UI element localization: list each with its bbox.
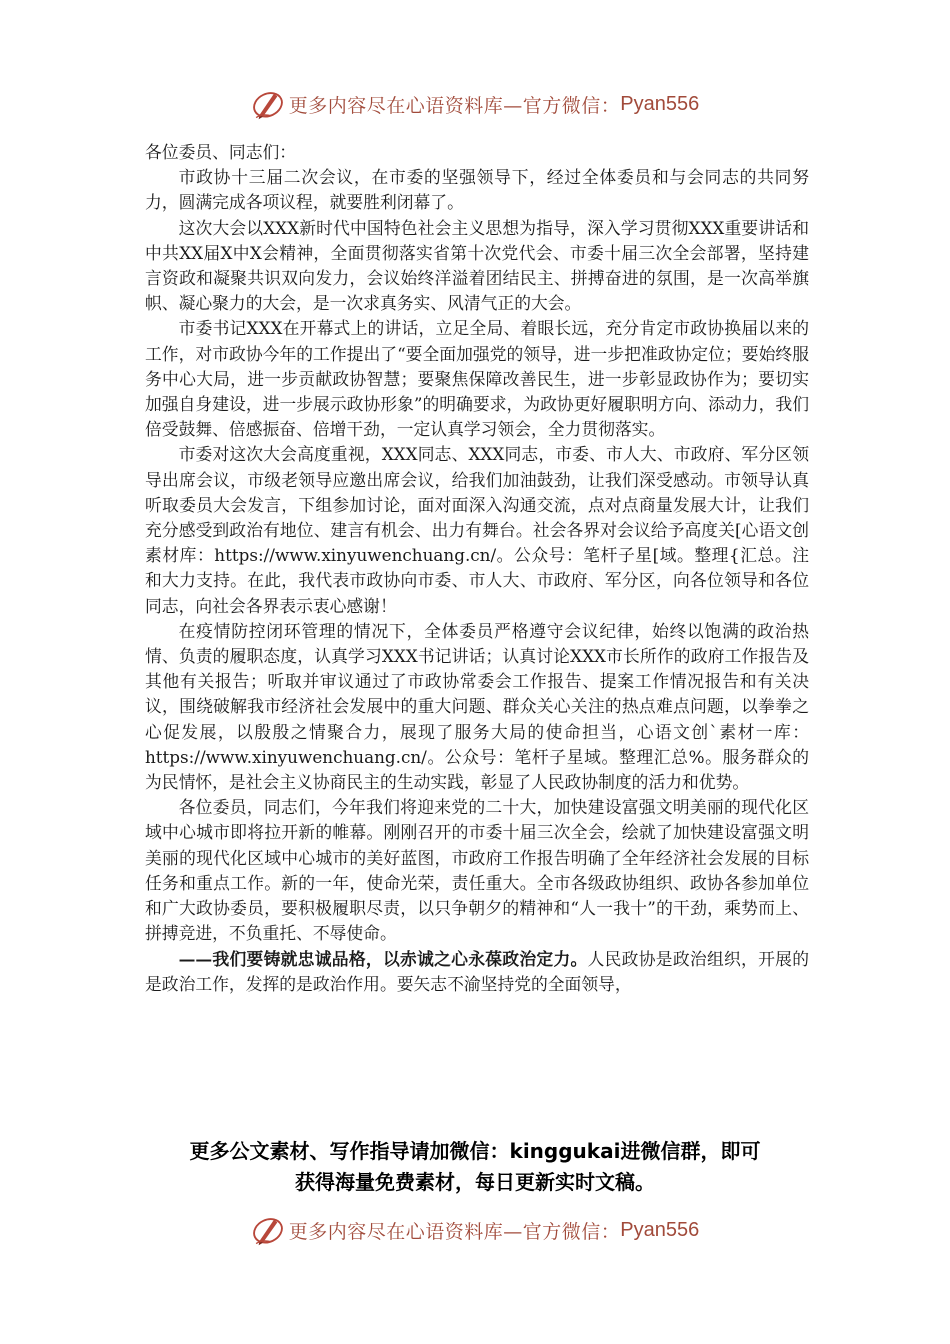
promo-line-1: 更多公文素材、写作指导请加微信：kinggukai进微信群，即可 (189, 1139, 761, 1163)
banner-contact: Pyan556 (620, 1218, 700, 1241)
paragraph: 在疫情防控闭环管理的情况下，全体委员严格遵守会议纪律，始终以饱满的政治热情、负责的履职态度，认真学习XXX书记讲话；认真讨论XXX市长所作的政府工作报告及其他有关报告；听取并审议通过了市政协常委会工作报告、提案工作情况报告和有关决议，围绕破解我市经济社会发展中的重大问题、群众关心关注的热点难点问题，以拳拳之心促发展，以殷殷之情聚合力，展现了服务大局的使命担当，心语文创`素材一库：https://www.xinyuwenchuang.cn/。公众号：笔杆子星域。整理汇总%。服务群众的为民情怀，是社会主义协商民主的生动实践，彰显了人民政协制度的活力和优势。 (145, 620, 809, 793)
salutation: 各位委员、同志们： (145, 142, 297, 162)
paragraph: 这次大会以XXX新时代中国特色社会主义思想为指导，深入学习贯彻XXX重要讲话和中共XX届X中X会精神，全面贯彻落实省第十次党代会、市委十届三次全会部署，坚持建言资政和凝聚共识双向发力，会议始终洋溢着团结民主、拼搏奋进的氛围，是一次高举旗帜、凝心聚力的大会，是一次求真务实、风清气正的大会。 (145, 217, 809, 314)
emphasis-heading: ——我们要铸就忠诚品格，以赤诚之心永葆政治定力。 (178, 948, 588, 969)
pen-logo-icon (251, 87, 285, 121)
paragraph: 各位委员，同志们，今年我们将迎来党的二十大，加快建设富强文明美丽的现代化区域中心城市即将拉开新的帷幕。刚刚召开的市委十届三次全会，绘就了加快建设富强文明美丽的现代化区域中心城市的美好蓝图，市政府工作报告明确了全年经济社会发展的目标任务和重点工作。新的一年，使命光荣，责任重大。全市各级政协组织、政协各参加单位和广大政协委员，要积极履职尽责，以只争朝夕的精神和“人一我十”的干劲，乘势而上、拼搏竞进，不负重托、不辱使命。 (145, 797, 809, 944)
footer-banner (0, 1210, 950, 1250)
promo-notice (120, 1136, 830, 1198)
pen-logo-icon (251, 1213, 285, 1247)
banner-text: 更多内容尽在心语资料库—官方微信： (288, 1220, 621, 1243)
document-body (145, 140, 809, 997)
header-banner (0, 84, 950, 124)
banner-text: 更多内容尽在心语资料库—官方微信： (288, 94, 621, 117)
paragraph: 市政协十三届二次会议，在市委的坚强领导下，经过全体委员和与会同志的共同努力，圆满完成各项议程，就要胜利闭幕了。 (145, 167, 809, 213)
paragraph-text: 人民政协是政治组织，开展的是政治工作，发挥的是政治作用。要矢志不渝坚持党的全面领导， (145, 948, 809, 994)
banner-contact: Pyan556 (620, 92, 700, 115)
paragraph: 市委书记XXX在开幕式上的讲话，立足全局、着眼长远，充分肯定市政协换届以来的工作，对市政协今年的工作提出了“要全面加强党的领导，进一步把准政协定位；要始终服务中心大局，进一步贡献政协智慧；要聚焦保障改善民生，进一步彰显政协作为；要切实加强自身建设，进一步展示政协形象”的明确要求，为政协更好履职明方向、添动力，我们倍受鼓舞、倍感振奋、倍增干劲，一定认真学习领会，全力贯彻落实。 (145, 318, 809, 440)
promo-line-2: 获得海量免费素材，每日更新实时文稿。 (295, 1170, 655, 1194)
paragraph: 市委对这次大会高度重视，XXX同志、XXX同志，市委、市人大、市政府、军分区领导出席会议，市级老领导应邀出席会议，给我们加油鼓劲，让我们深受感动。市领导认真听取委员大会发言，下组参加讨论，面对面深入沟通交流，点对点商量发展大计，让我们充分感受到政治有地位、建言有机会、出力有舞台。社会各界对会议给予高度关[心语文创素材库：https://www.xinyuwenchuang.cn/。公众号：笔杆子星[域。整理{汇总。注和大力支持。在此，我代表市政协向市委、市人大、市政府、军分区，向各位领导和各位同志，向社会各界表示衷心感谢！ (145, 444, 809, 616)
paragraph-last (145, 947, 809, 997)
